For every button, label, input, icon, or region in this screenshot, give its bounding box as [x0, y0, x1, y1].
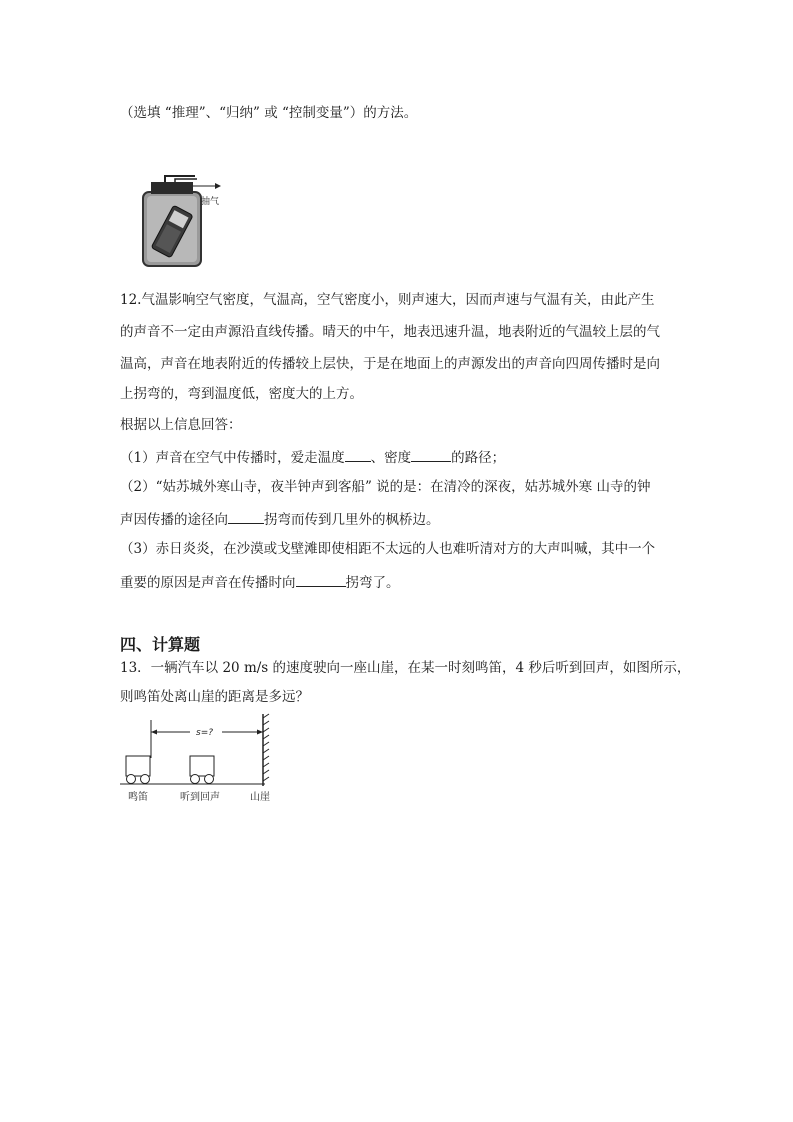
bottle-phone-figure: [135, 170, 225, 270]
q13-line-2: 则鸣笛处离山崖的距离是多远？: [120, 689, 309, 705]
section-heading: 四、计算题: [120, 635, 201, 654]
label-cliff: 山崖: [250, 792, 270, 803]
q12-line-1: 12.气温影响空气密度，气温高，空气密度小，则声速大，因而声速与气温有关，由此产生: [120, 292, 655, 308]
arrow-left-icon: [151, 730, 157, 735]
car-echo-figure: [120, 712, 280, 807]
answer-blank-temperature[interactable]: [345, 447, 371, 462]
q12-sub2-line-1: （2）“姑苏城外寒山寺，夜半钟声到客船” 说的是：在清冷的深夜，姑苏城外寒 山寺的钟: [120, 479, 651, 495]
arrow-right-icon: [257, 730, 263, 735]
label-whistle: 鸣笛: [128, 792, 148, 803]
q12-sub2-line-2: 声因传播的途径向 拐弯而传到几里外的枫桥边。: [120, 509, 440, 529]
answer-blank-density[interactable]: [411, 447, 451, 462]
answer-blank-direction-desert[interactable]: [296, 572, 346, 587]
figure-label-pump: 抽气: [201, 197, 220, 207]
distance-label: s=?: [196, 728, 214, 738]
q12-sub3-line-1: （3）赤日炎炎，在沙漠或戈壁滩即使相距不太远的人也难听清对方的大声叫喊，其中一个: [120, 541, 656, 557]
q12-sub1: （1）声音在空气中传播时，爱走温度 、密度 的路径；: [120, 447, 505, 467]
q12-prompt: 根据以上信息回答：: [120, 417, 242, 433]
q12-line-4: 上拐弯的，弯到温度低，密度大的上方。: [120, 386, 363, 402]
car-at-echo: [190, 756, 214, 784]
q12-line-2: 的声音不一定由声源沿直线传播。晴天的中午，地表迅速升温，地表附近的气温较上层的气: [120, 324, 660, 340]
q12-sub3-line-2: 重要的原因是声音在传播时向 拐弯了。: [120, 572, 400, 592]
q12-line-3: 温高，声音在地表附近的传播较上层快，于是在地面上的声源发出的声音向四周传播时是向: [120, 356, 660, 372]
cliff-wall: [263, 714, 269, 786]
bottle-stopper: [151, 182, 193, 194]
label-echo: 听到回声: [180, 792, 220, 803]
q13-line-1: 13．一辆汽车以 20 m/s 的速度驶向一座山崖，在某一时刻鸣笛，4 秒后听到回声，如图所示，: [120, 660, 691, 676]
car-at-whistle: [126, 756, 150, 784]
q11-tail-text: （选填 “推理”、“归纳” 或 “控制变量”）的方法。: [120, 105, 418, 121]
answer-blank-direction-night[interactable]: [228, 509, 264, 524]
